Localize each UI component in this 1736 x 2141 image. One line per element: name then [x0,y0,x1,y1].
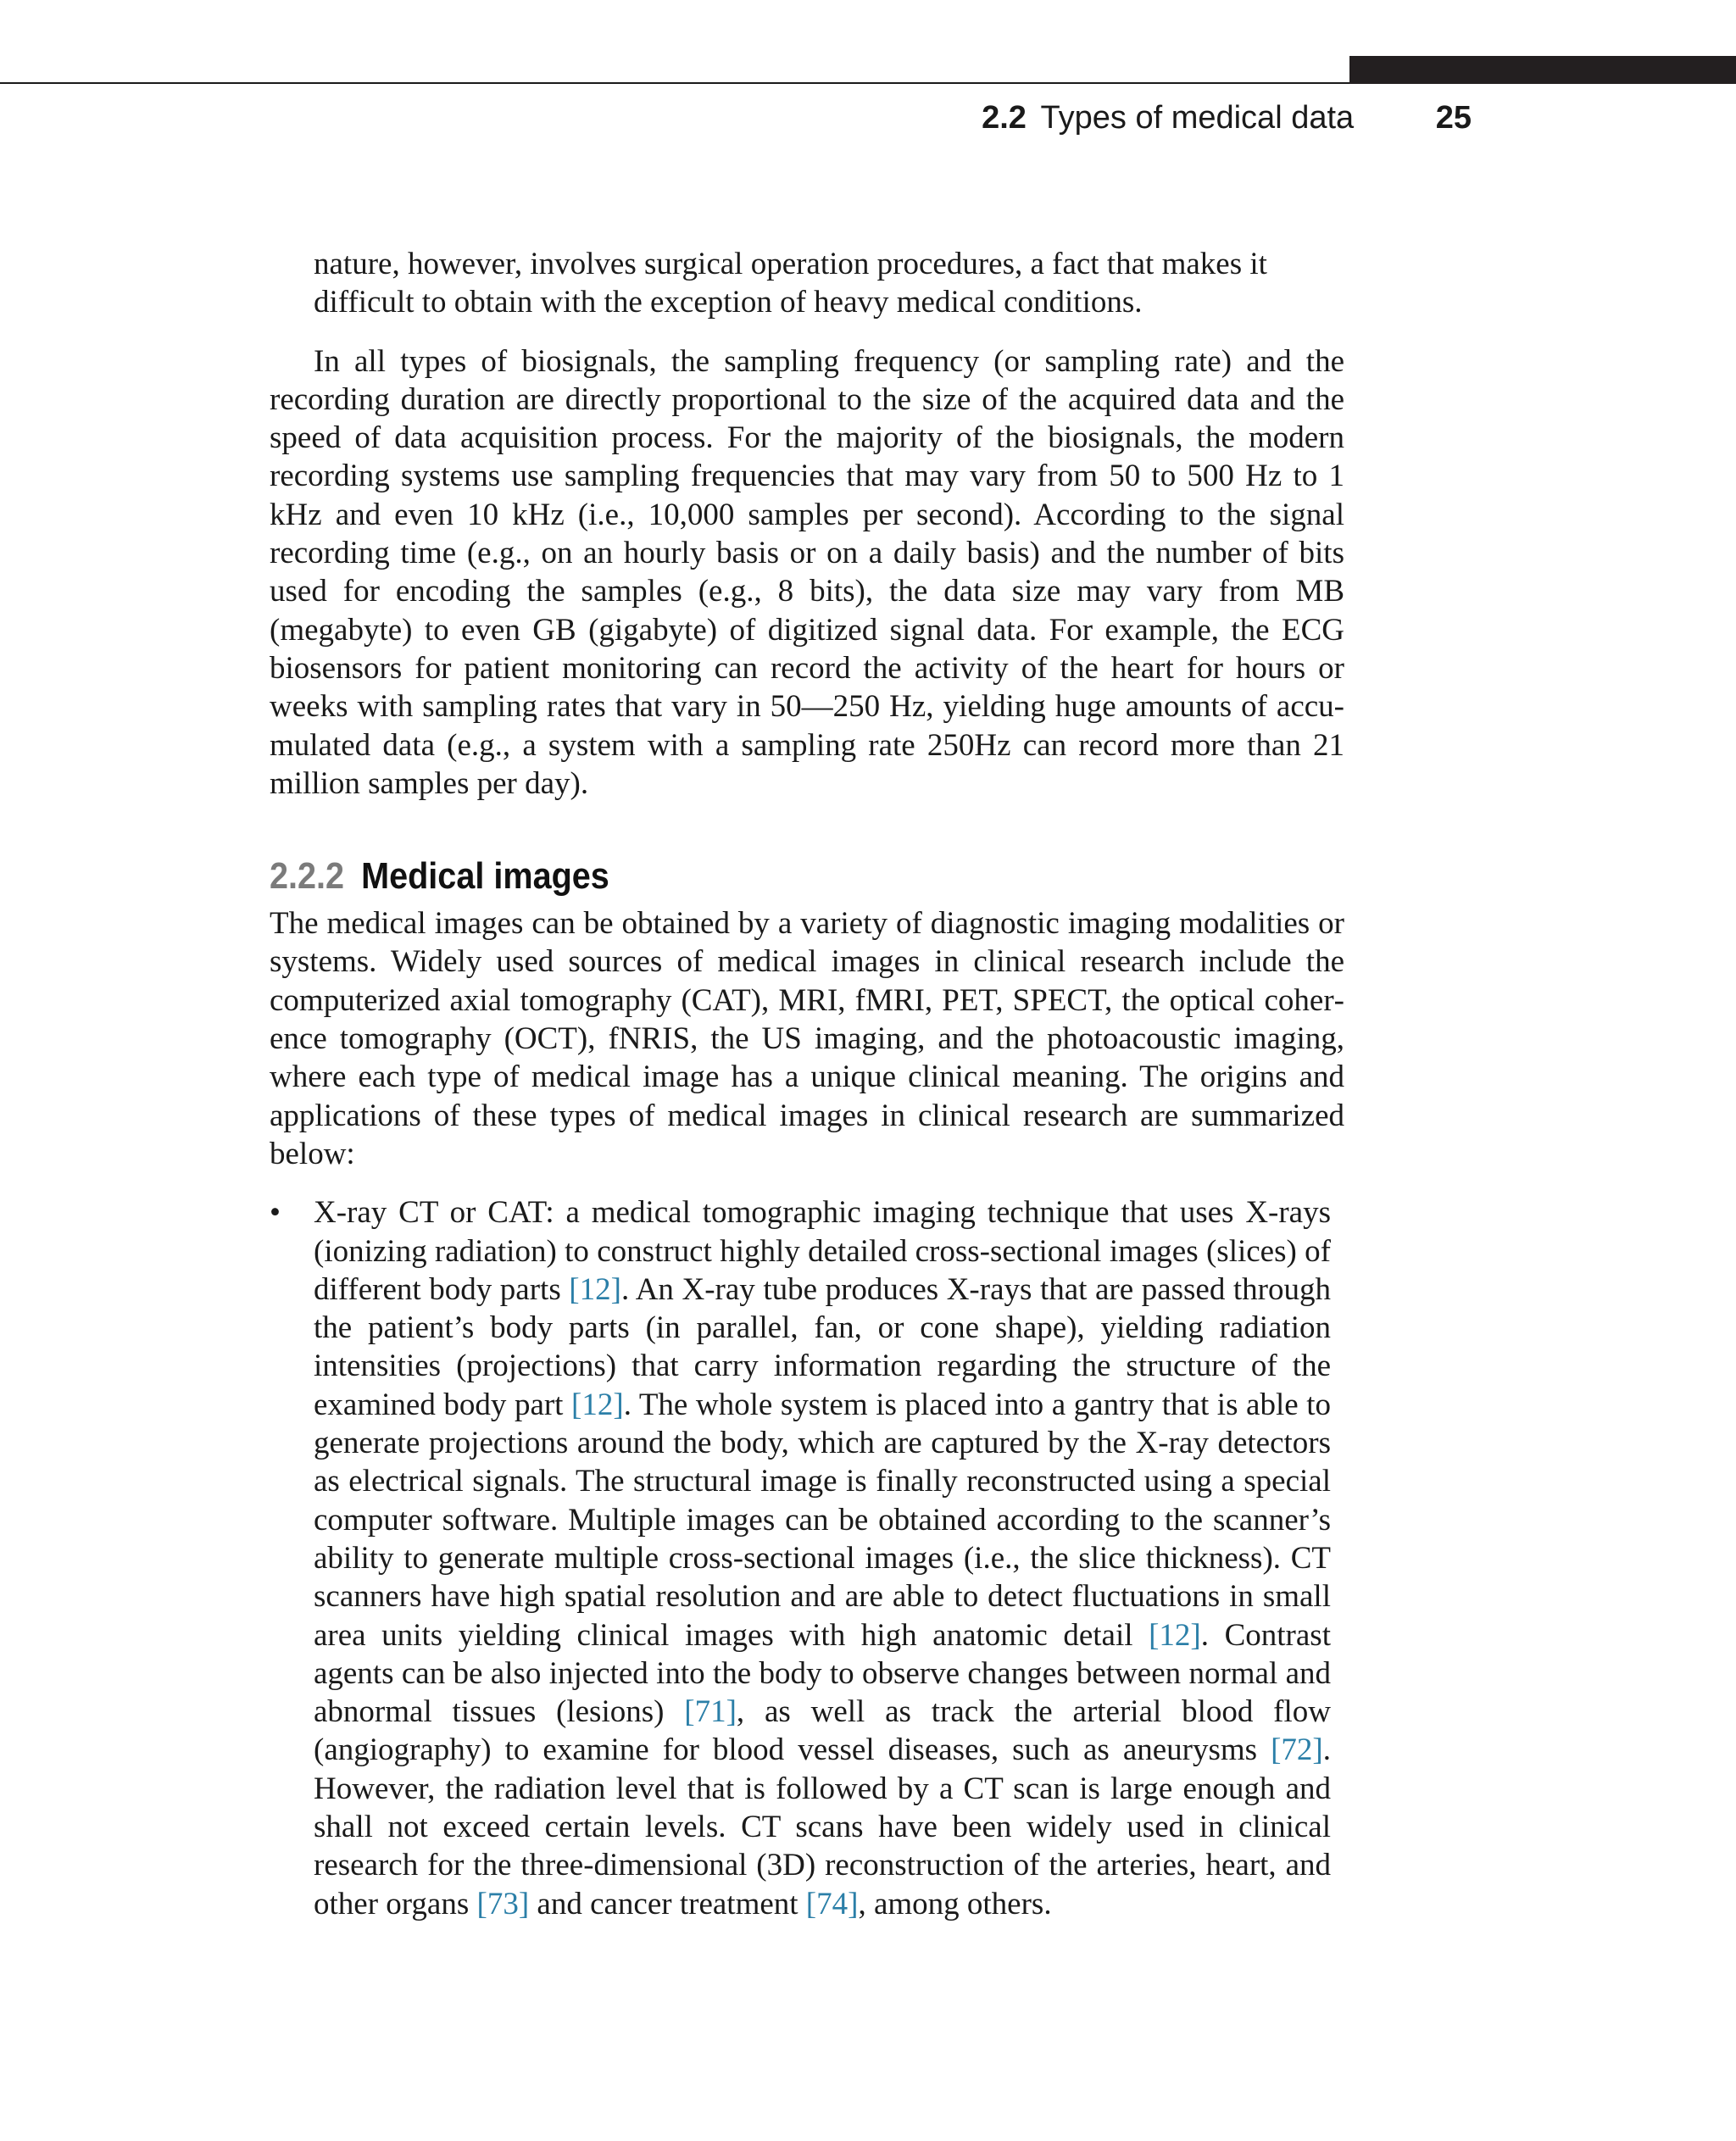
citation-link[interactable]: [74] [805,1886,859,1921]
bullet-text-segment: . An X-ray tube produces X-rays that are passed through the patient’s body parts (in parallel, fan, or cone shape), yielding radiation intensities (projections) that carry information regarding the structure of the examined body part [314,1271,1332,1422]
bullet-text [314,1193,1331,1923]
paragraph-continuation: nature, however, involves surgical operation procedures, a fact that makes it difficult to obtain with the exception of heavy medical conditions. [314,247,1267,320]
bullet-text-segment: , among others. [858,1886,1052,1921]
bullet-list [270,1193,1344,1923]
bullet-text-segment: , as well as track the arterial blood flow (angiography) to examine for blood vessel diseases, such as aneurysms [314,1694,1332,1768]
citation-link[interactable]: [12] [571,1387,624,1422]
bullet-text-segment: . Contrast agents can be also injected into the body to observe changes between normal and abnormal tissues (lesions) [314,1617,1331,1730]
citation-link[interactable]: [12] [1149,1617,1201,1653]
header-bar [1349,56,1736,84]
running-head [848,93,1472,142]
page-number: 25 [1435,100,1472,136]
paragraph-sampling: In all types of biosignals, the sampling frequency (or sampling rate) and the recording duration are directly proportional to the size of the acquired data and the speed of data acquisition process. For the majority of the biosignals, the modern recording systems use sampling frequencies that may vary from 50 to 500 Hz to 1 kHz and even 10 kHz (i.e., 10,000 samples per second). According to the signal recording time (e.g., on an hourly basis or on a daily basis) and the number of bits used for encoding the samples (e.g., 8 bits), the data size may vary from MB (megabyte) to even GB (gigabyte) of digitized signal data. For example, the ECG biosensors for patient monitoring can record the activity of the heart for hours or weeks with sampling rates that vary in 50—250 Hz, yielding huge amounts of accumulated data (e.g., a system with a sampling rate 250Hz can record more than 21 million samples per day). [270,343,1344,801]
bullet-text-segment: . However, the radiation level that is followed by a CT scan is large enough and shall not exceed certain levels. CT scans have been widely used in clinical research for the three-dimensional (3D) reconstruction of the arteries, heart, and other organs [314,1732,1331,1921]
running-head-section-number: 2.2 [982,100,1027,136]
citation-link[interactable]: [72] [1271,1732,1323,1768]
bullet-text-segment: X-ray CT or CAT: a medical tomographic imaging technique that uses X-rays (ionizing radiation) to construct highly detailed cross-sectional images (slices) of different body parts [314,1195,1331,1307]
citation-link[interactable]: [73] [476,1886,530,1921]
bullet-text-segment: . The whole system is placed into a gantry that is able to generate projections around the body, which are captured by the X-ray detectors as electrical signals. The structural image is finally reconstructed using a special computer software. Multiple images can be obtained according to the scanner’s ability to generate multiple cross-sectional images (i.e., the slice thickness). CT scanners have high spatial resolution and are able to detect fluctuations in small area units yielding clinical images with high anatomic detail [314,1387,1331,1653]
body-text [270,245,1344,1923]
citation-link[interactable]: [71] [684,1694,737,1730]
section-intro-paragraph: The medical images can be obtained by a variety of diagnostic imaging modalities or systems. Widely used sources of medical images in clinical research include the computerized axial tomography (CAT), MRI, fMRI, PET, SPECT, the optical coherence tomography (OCT), fNRIS, the US imaging, and the photoacoustic imaging, where each type of medical image has a unique clinical meaning. The origins and applications of these types of medical images in clinical research are summarized below: [270,906,1344,1171]
running-head-section-title: Types of medical data [1040,100,1355,136]
section-number: 2.2.2 [270,855,345,898]
citation-link[interactable]: [12] [569,1271,621,1307]
section-heading [270,852,1237,901]
bullet-text-segment: and cancer treatment [529,1886,806,1921]
bullet-mark: • [270,1195,281,1231]
list-item [270,1193,1344,1923]
section-title: Medical images [361,855,609,898]
